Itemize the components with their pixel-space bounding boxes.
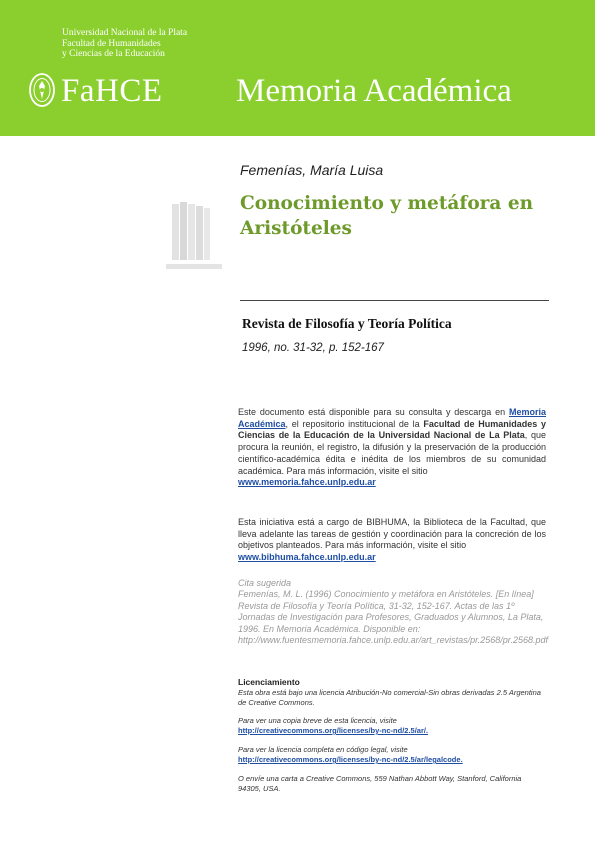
availability-text: , el repositorio institucional de la bbox=[285, 418, 424, 429]
memoria-books-logo-icon bbox=[166, 200, 222, 274]
license-full-link[interactable]: http://creativecommons.org/licenses/by-nc-nd/2.5/ar/legalcode. bbox=[238, 755, 463, 764]
citation-heading: Cita sugerida bbox=[238, 578, 292, 588]
citation-text: Femenías, M. L. (1996) Conocimiento y metáfora en Aristóteles. [En línea] Revista de Filosofía y Teoría Política, 31-32, 152-167. Actas de las 1º Jornadas de Investigación para Profesores, Graduados y Alumnos, La Plata, 1996. En Memoria Académica. Disponible en: http://www.fuentesmemoria.fahce.unlp.edu.ar/art_revistas/pr.2568/pr.2568.pdf bbox=[238, 589, 549, 645]
bibhuma-url-link[interactable]: www.bibhuma.fahce.unlp.edu.ar bbox=[238, 552, 376, 563]
institution-line: y Ciencias de la Educación bbox=[62, 49, 165, 59]
license-copy-label: Para ver una copia breve de esta licencia, visite bbox=[238, 716, 397, 725]
institution-line: Facultad de Humanidades bbox=[62, 38, 161, 49]
memoria-link[interactable]: Memoria Académica bbox=[238, 407, 546, 429]
faculty-brand: FaHCE bbox=[61, 73, 163, 109]
bibhuma-text: Esta iniciativa está a cargo de BIBHUMA, la Biblioteca de la Facultad, que lleva adelante las tareas de gestión y coordinación para la concreción de los objetivos planteados. Para más información, visite el sitio bbox=[238, 517, 546, 551]
license-heading: Licenciamiento bbox=[238, 677, 300, 687]
document-title: Conocimiento y metáfora en Aristóteles bbox=[240, 193, 534, 239]
availability-text: Este documento está disponible para su consulta y descarga en bbox=[238, 407, 509, 417]
license-text: Esta obra está bajo una licencia Atribución-No comercial-Sin obras derivadas 2.5 Argentina de Creative Commons. bbox=[238, 688, 541, 707]
institution-line: Universidad Nacional de la Plata bbox=[62, 28, 188, 38]
faculty-name: Facultad de Humanidades y Ciencias de la Educación de la Universidad Nacional de La Plata bbox=[238, 418, 546, 441]
author-name: Femenías, María Luisa bbox=[240, 162, 384, 178]
header-banner bbox=[0, 0, 595, 136]
university-seal-icon bbox=[28, 72, 56, 108]
memoria-url-link[interactable]: www.memoria.fahce.unlp.edu.ar bbox=[238, 477, 376, 488]
license-copy-link[interactable]: http://creativecommons.org/licenses/by-nc-nd/2.5/ar/. bbox=[238, 726, 429, 735]
license-full-label: Para ver la licencia completa en código legal, visite bbox=[238, 745, 408, 754]
availability-paragraph bbox=[238, 407, 546, 489]
license-address: O envíe una carta a Creative Commons, 559 Nathan Abbott Way, Stanford, California 94305, USA. bbox=[238, 774, 522, 793]
journal-name: Revista de Filosofía y Teoría Política bbox=[242, 316, 452, 331]
divider bbox=[240, 300, 549, 301]
repository-title: Memoria Académica bbox=[236, 73, 512, 109]
issue-info: 1996, no. 31-32, p. 152-167 bbox=[242, 342, 384, 354]
availability-text: , que procura la reunión, el registro, la difusión y la preservación de la producción científico-académica édita e inédita de los miembros de su comunidad académica. Para más información, visite el sitio bbox=[238, 430, 546, 476]
institution-name bbox=[62, 28, 187, 60]
bibhuma-paragraph bbox=[238, 517, 546, 564]
